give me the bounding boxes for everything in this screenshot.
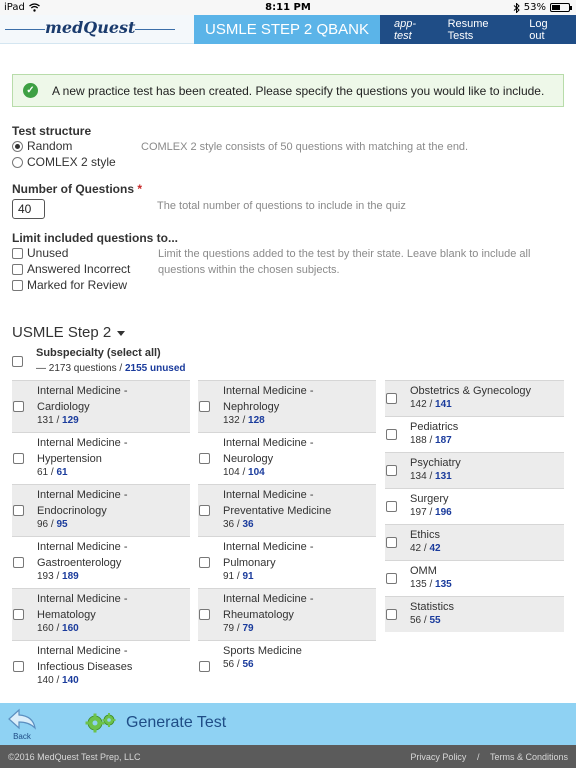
subject-name: Sports Medicine [223,645,302,657]
subject-counts: 188 / 187 [410,435,452,446]
subject-name-line2: Hypertension [37,453,102,465]
subject-name: Internal Medicine - [223,489,314,501]
checkbox-marked-for-review[interactable]: Marked for Review [12,277,178,293]
subject-item[interactable] [198,588,376,640]
num-questions-input[interactable]: 40 [12,199,45,219]
logout-link[interactable]: Log out [529,17,548,42]
subject-name: Internal Medicine - [37,385,128,397]
subject-counts: 160 / 160 [37,623,79,634]
subject-checkbox[interactable] [199,661,210,672]
subject-checkbox[interactable] [386,609,397,620]
subject-counts: 104 / 104 [223,467,265,478]
subject-name-line2: Gastroenterology [37,557,122,569]
subject-item[interactable] [385,488,564,524]
subject-checkbox[interactable] [386,501,397,512]
checkbox-unused[interactable]: Unused [12,245,178,261]
footer [0,745,576,768]
battery-fill [552,5,560,10]
checkbox[interactable] [12,264,23,275]
status-bar [0,0,576,15]
subject-item[interactable] [198,484,376,536]
copyright: ©2016 MedQuest Test Prep, LLC [8,752,141,762]
radio-random[interactable]: Random [12,138,116,154]
subject-checkbox[interactable] [13,401,24,412]
num-questions-help: The total number of questions to include in the quiz [157,200,406,212]
subject-name-line2: Endocrinology [37,505,107,517]
generate-test-button[interactable] [84,711,226,735]
subject-name: Surgery [410,493,449,505]
limit-help-line1: Limit the questions added to the test by their state. Leave blank to include all [158,248,531,260]
subject-item[interactable] [385,560,564,596]
resume-tests-link[interactable]: Resume Tests [447,17,489,42]
battery-icon [550,3,570,12]
test-structure-help: COMLEX 2 style consists of 50 questions with matching at the end. [141,141,469,153]
generate-test-label: Generate Test [126,714,227,731]
bottom-bar [0,703,576,745]
checkbox[interactable] [12,280,23,291]
subject-item[interactable] [12,536,190,588]
num-questions-label: Number of Questions * [12,182,143,196]
subject-checkbox[interactable] [13,453,24,464]
radio-button[interactable] [12,157,23,168]
subject-name: Internal Medicine - [223,541,314,553]
clock: 8:11 PM [265,2,311,13]
subject-name: Ethics [410,529,440,541]
subject-grid [12,380,564,690]
privacy-policy-link[interactable]: Privacy Policy [410,752,467,762]
check-circle-icon: ✓ [23,83,38,98]
subject-counts: 61 / 61 [37,467,68,478]
brand-area [0,15,194,44]
subject-checkbox[interactable] [199,557,210,568]
subject-counts: 96 / 95 [37,519,68,530]
radio-comlex[interactable]: COMLEX 2 style [12,154,116,170]
subject-name: Psychiatry [410,457,461,469]
caret-down-icon [117,331,125,336]
subject-name: Obstetrics & Gynecology [410,385,532,397]
subject-item[interactable] [198,536,376,588]
back-arrow-icon [7,708,37,730]
subject-counts: 197 / 196 [410,507,452,518]
user-link[interactable]: app-test [394,17,417,42]
subject-item[interactable] [12,588,190,640]
subject-checkbox[interactable] [386,573,397,584]
footer-links [402,752,568,762]
back-button[interactable]: Back [6,708,38,742]
checkbox-answered-incorrect[interactable]: Answered Incorrect [12,261,178,277]
subject-name: Statistics [410,601,455,613]
subject-name-line2: Rheumatology [223,609,294,621]
subject-checkbox[interactable] [199,453,210,464]
subject-checkbox[interactable] [386,393,397,404]
subject-checkbox[interactable] [13,557,24,568]
subject-checkbox[interactable] [199,609,210,620]
subject-counts: 135 / 135 [410,579,452,590]
subject-item[interactable] [385,452,564,488]
subject-name: Internal Medicine - [37,593,128,605]
subject-checkbox[interactable] [199,505,210,516]
test-structure-group [12,124,116,170]
device-name: iPad [4,2,25,13]
gears-icon [84,711,118,735]
subject-item[interactable] [12,640,190,692]
battery-percent: 53% [523,2,546,13]
required-mark: * [137,182,143,196]
page-title: USMLE STEP 2 QBANK [194,15,380,44]
exam-selector[interactable]: USMLE Step 2 [12,324,125,341]
subject-name-line2: Hematology [37,609,96,621]
subject-checkbox[interactable] [13,661,24,672]
subject-name: Internal Medicine - [223,437,314,449]
footer-separator: / [476,752,480,762]
limit-group [12,231,178,293]
bluetooth-icon [513,3,520,13]
top-navigation [0,15,576,44]
subject-counts: 42 / 42 [410,543,441,554]
subject-item[interactable] [198,640,376,692]
subject-counts: 131 / 129 [37,415,79,426]
subject-name: Pediatrics [410,421,459,433]
subject-name: Internal Medicine - [37,437,128,449]
subject-checkbox[interactable] [386,537,397,548]
subject-checkbox[interactable] [13,609,24,620]
terms-link[interactable]: Terms & Conditions [489,752,568,762]
success-alert [12,74,564,107]
subject-item[interactable] [385,596,564,632]
subject-counts: 134 / 131 [410,471,452,482]
subject-checkbox[interactable] [199,401,210,412]
subject-counts: 132 / 128 [223,415,265,426]
subject-name: OMM [410,565,437,577]
subject-name-line2: Infectious Diseases [37,661,133,673]
select-all-checkbox[interactable] [12,356,23,367]
limit-help-line2: questions within the chosen subjects. [158,264,340,276]
nav-links [380,15,576,44]
limit-label: Limit included questions to... [12,231,179,245]
subject-counts: 142 / 141 [410,399,452,410]
select-all-label: Subspecialty (select all) [36,347,161,359]
medquest-logo[interactable]: medQuest [45,18,135,37]
subject-counts: 56 / 56 [223,659,254,670]
subject-counts: 36 / 36 [223,519,254,530]
subject-name: Internal Medicine - [37,489,128,501]
subject-counts: 91 / 91 [223,571,254,582]
subject-item[interactable] [12,484,190,536]
subject-name: Internal Medicine - [223,593,314,605]
subject-name: Internal Medicine - [223,385,314,397]
subject-name-line2: Cardiology [37,401,90,413]
alert-message: A new practice test has been created. Please specify the questions you would like to include. [52,83,545,98]
subject-name-line2: Nephrology [223,401,280,413]
subject-item[interactable] [385,416,564,452]
select-all-counts: — 2173 questions / 2155 unused [36,363,186,374]
subject-item[interactable] [385,524,564,560]
radio-button[interactable] [12,141,23,152]
subject-counts: 193 / 189 [37,571,79,582]
subject-name: Internal Medicine - [37,645,128,657]
checkbox[interactable] [12,248,23,259]
subject-item[interactable] [198,380,376,432]
subject-name-line2: Pulmonary [223,557,276,569]
subject-item[interactable] [12,432,190,484]
subject-item[interactable] [12,380,190,432]
subject-name-line2: Preventative Medicine [223,505,332,517]
subject-name-line2: Neurology [223,453,274,465]
subject-checkbox[interactable] [386,465,397,476]
subject-name: Internal Medicine - [37,541,128,553]
subject-counts: 56 / 55 [410,615,441,626]
subject-checkbox[interactable] [386,429,397,440]
test-structure-label: Test structure [12,124,92,138]
subject-item[interactable] [385,380,564,416]
subject-checkbox[interactable] [13,505,24,516]
num-questions-group [12,182,142,219]
subject-item[interactable] [198,432,376,484]
subject-counts: 79 / 79 [223,623,254,634]
subject-counts: 140 / 140 [37,675,79,686]
